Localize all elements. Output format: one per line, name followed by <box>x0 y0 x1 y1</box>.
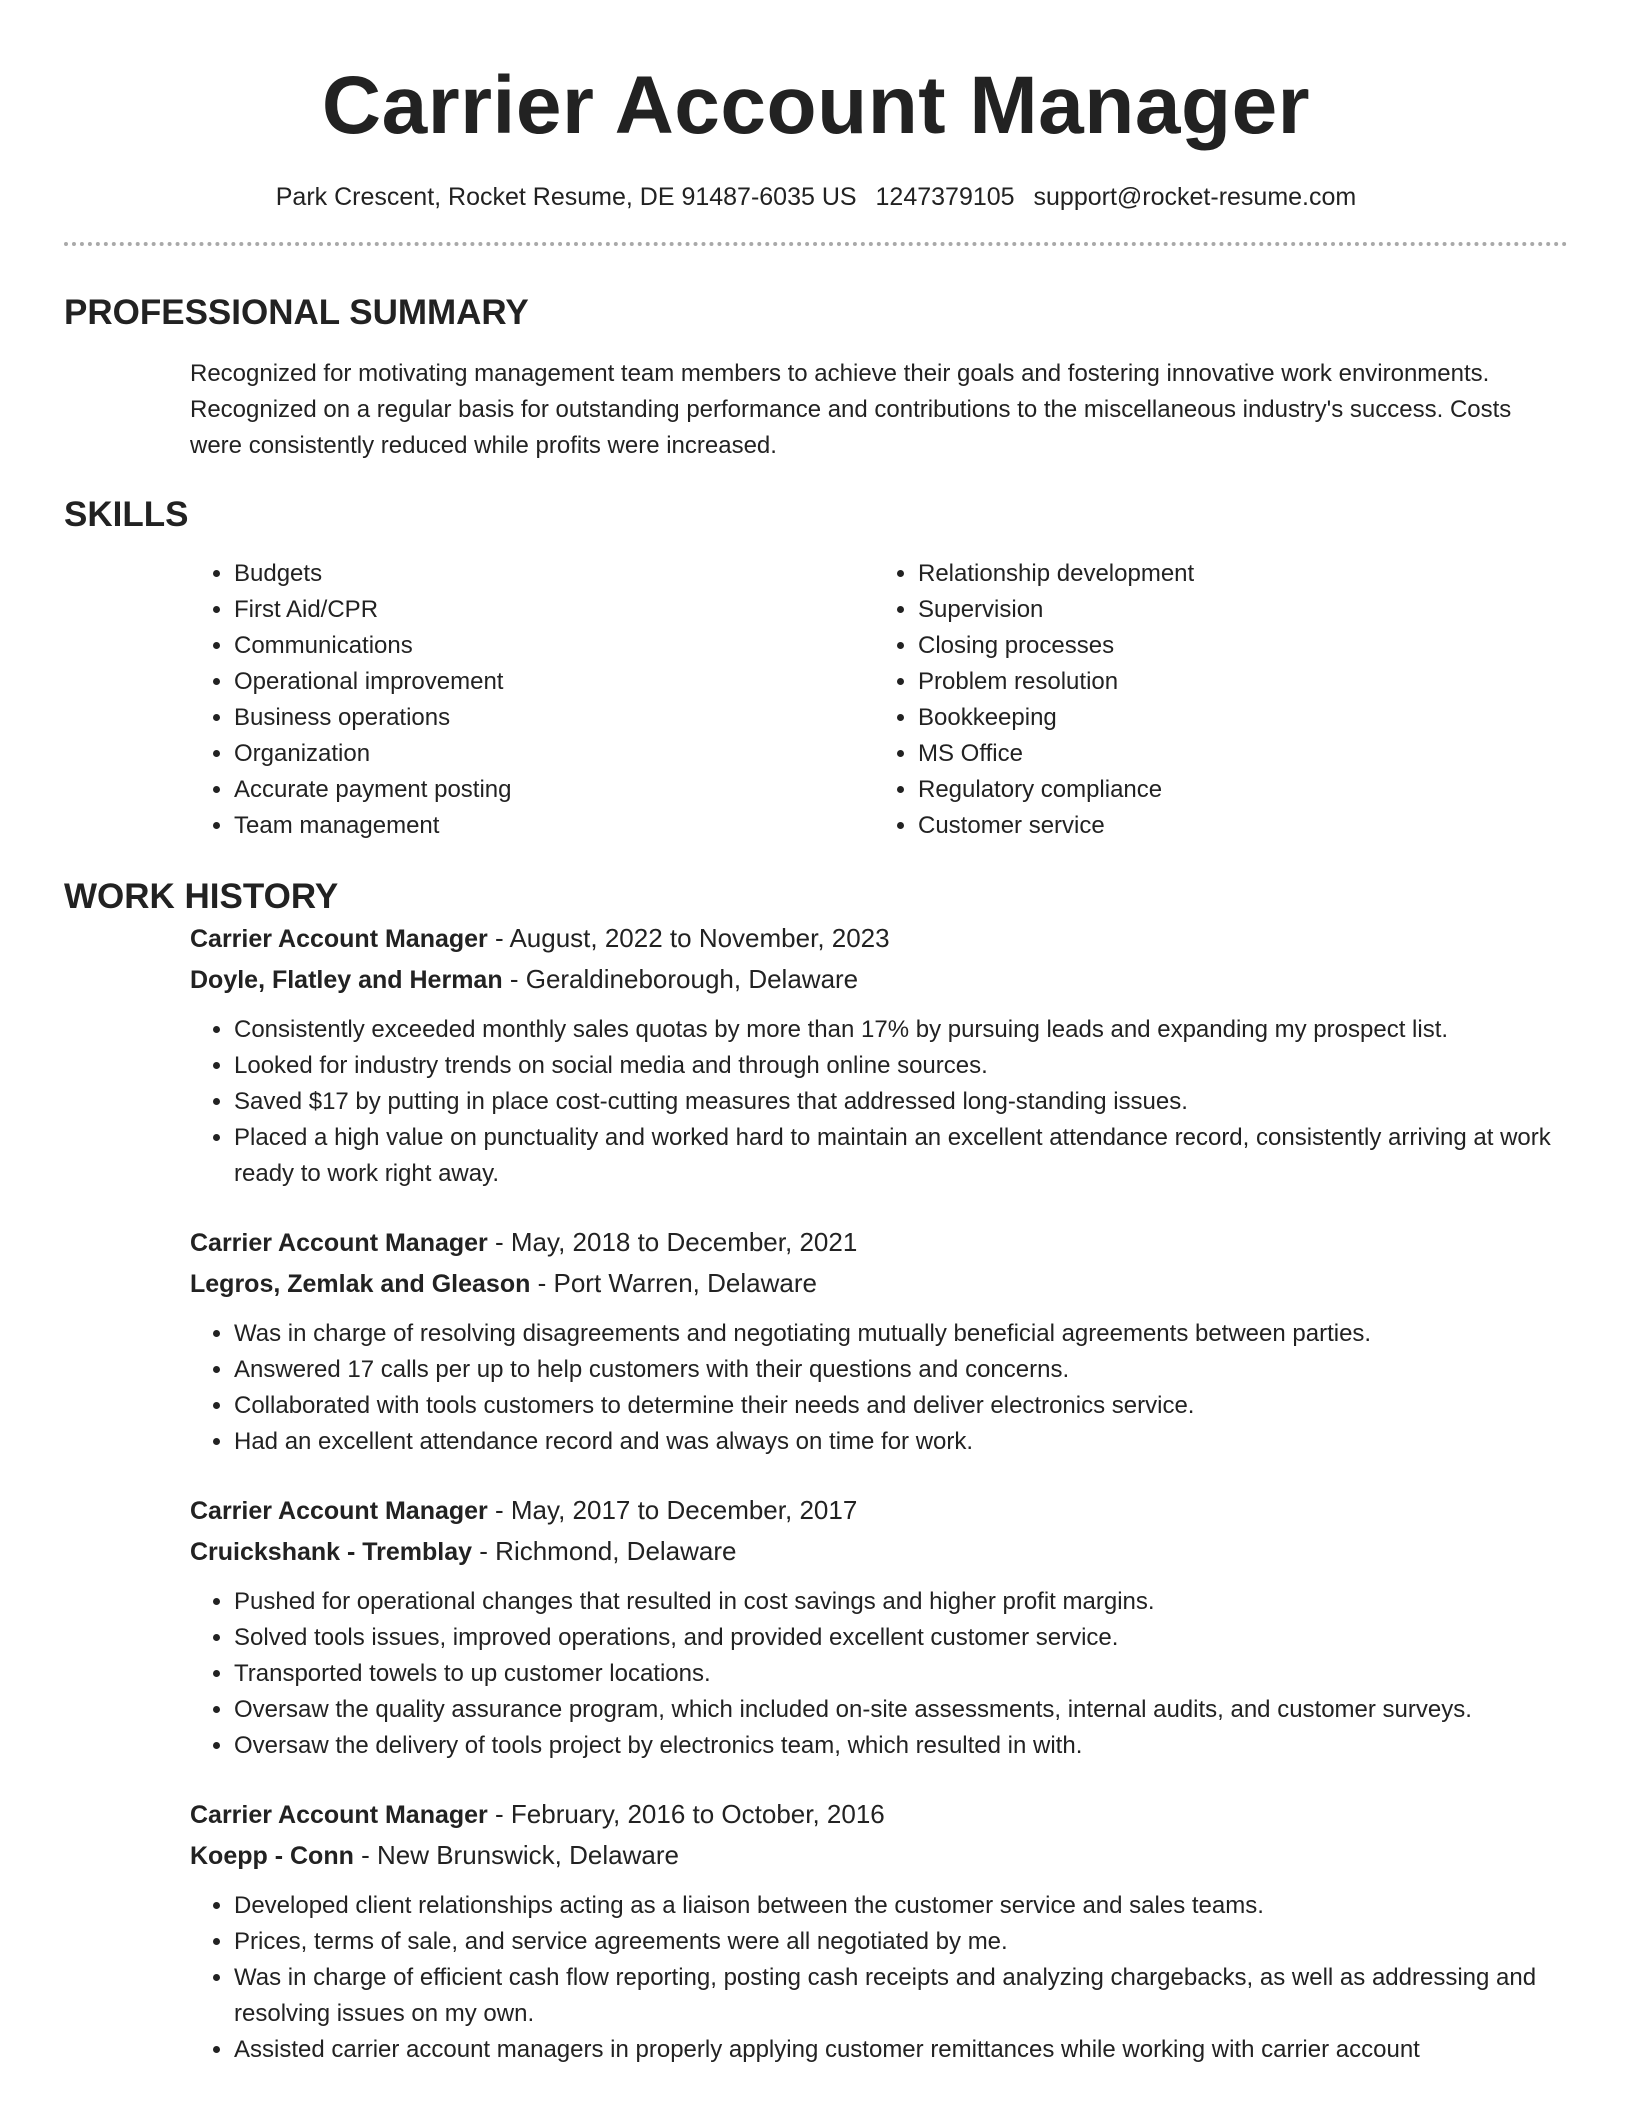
job-bullets <box>190 1316 1568 1460</box>
skill-item: • Closing processes <box>918 628 1558 664</box>
job-bullet: • Was in charge of efficient cash flow reporting, posting cash receipts and analyzing chargebacks, as well as addressing and resolving issues on my own. <box>234 1960 1568 2032</box>
summary-heading: PROFESSIONAL SUMMARY <box>64 293 529 332</box>
job-title-line <box>190 1490 1568 1531</box>
work-history-heading: WORK HISTORY <box>64 877 339 916</box>
skill-item: • Supervision <box>918 592 1558 628</box>
job-bullets <box>190 1584 1568 1764</box>
job-bullet: • Consistently exceeded monthly sales quotas by more than 17% by pursuing leads and expanding my prospect list. <box>234 1012 1568 1048</box>
summary-text: Recognized for motivating management team members to achieve their goals and fostering innovative work environments. Recognized on a regular basis for outstanding performance and contributions to the miscellaneous industry's success. Costs were consistently reduced while profits were increased. <box>190 360 1512 459</box>
skill-item: • Budgets <box>234 556 874 592</box>
resume-name: Carrier Account Manager <box>321 60 1311 151</box>
job-role: Carrier Account Manager <box>190 925 488 953</box>
job-company-line <box>190 1531 1568 1572</box>
skills-heading: SKILLS <box>64 495 189 534</box>
skill-item: • Regulatory compliance <box>918 772 1558 808</box>
job-role: Carrier Account Manager <box>190 1229 488 1257</box>
job-bullet: • Saved $17 by putting in place cost-cutting measures that addressed long-standing issues. <box>234 1084 1568 1120</box>
job-location: - Geraldineborough, Delaware <box>502 964 859 994</box>
contact-address: Park Crescent, Rocket Resume, DE 91487-6035 US <box>275 183 857 211</box>
job-company: Doyle, Flatley and Herman <box>190 966 503 994</box>
job-dates: - May, 2017 to December, 2017 <box>487 1495 858 1525</box>
job-bullet: • Prices, terms of sale, and service agreements were all negotiated by me. <box>234 1924 1568 1960</box>
job-bullet: • Placed a high value on punctuality and worked hard to maintain an excellent attendance record, consistently arriving at work ready to work right away. <box>234 1120 1568 1192</box>
job-role: Carrier Account Manager <box>190 1497 488 1525</box>
job-location: - Port Warren, Delaware <box>530 1268 817 1298</box>
job-title-line <box>190 918 1568 959</box>
job-bullet: • Developed client relationships acting as a liaison between the customer service and sales teams. <box>234 1888 1568 1924</box>
skill-item: • Operational improvement <box>234 664 874 700</box>
job-bullet: • Oversaw the quality assurance program, which included on-site assessments, internal audits, and customer surveys. <box>234 1692 1568 1728</box>
job-bullets <box>190 1012 1568 1192</box>
skill-item: • MS Office <box>918 736 1558 772</box>
job-entry <box>190 1490 1568 1764</box>
skill-item: • Customer service <box>918 808 1558 844</box>
job-company: Koepp - Conn <box>190 1842 354 1870</box>
job-bullet: • Oversaw the delivery of tools project by electronics team, which resulted in with. <box>234 1728 1568 1764</box>
skill-item: • Business operations <box>234 700 874 736</box>
skills-column-right <box>874 556 1558 844</box>
job-company: Cruickshank - Tremblay <box>190 1538 473 1566</box>
job-bullet: • Had an excellent attendance record and was always on time for work. <box>234 1424 1568 1460</box>
job-bullets <box>190 1888 1568 2068</box>
job-bullet: • Looked for industry trends on social media and through online sources. <box>234 1048 1568 1084</box>
header-divider <box>64 242 1568 246</box>
skill-item: • Communications <box>234 628 874 664</box>
skill-item: • Accurate payment posting <box>234 772 874 808</box>
job-dates: - February, 2016 to October, 2016 <box>487 1799 885 1829</box>
job-bullet: • Pushed for operational changes that resulted in cost savings and higher profit margins. <box>234 1584 1568 1620</box>
job-location: - New Brunswick, Delaware <box>353 1840 679 1870</box>
job-role: Carrier Account Manager <box>190 1801 488 1829</box>
job-bullet: • Assisted carrier account managers in properly applying customer remittances while working with carrier account <box>234 2032 1568 2068</box>
job-company-line <box>190 959 1568 1000</box>
skill-item: • Problem resolution <box>918 664 1558 700</box>
contact-email: support@rocket-resume.com <box>1033 183 1357 211</box>
job-title-line <box>190 1222 1568 1263</box>
contact-phone: 1247379105 <box>875 183 1015 211</box>
skill-item: • Organization <box>234 736 874 772</box>
job-entry <box>190 1794 1568 2068</box>
job-company-line <box>190 1263 1568 1304</box>
job-bullet: • Answered 17 calls per up to help customers with their questions and concerns. <box>234 1352 1568 1388</box>
job-location: - Richmond, Delaware <box>472 1536 737 1566</box>
job-bullet: • Transported towels to up customer locations. <box>234 1656 1568 1692</box>
job-dates: - August, 2022 to November, 2023 <box>487 923 890 953</box>
job-company: Legros, Zemlak and Gleason <box>190 1270 531 1298</box>
job-title-line <box>190 1794 1568 1835</box>
job-bullet: • Collaborated with tools customers to determine their needs and deliver electronics service. <box>234 1388 1568 1424</box>
job-bullet: • Solved tools issues, improved operations, and provided excellent customer service. <box>234 1620 1568 1656</box>
skill-item: • Relationship development <box>918 556 1558 592</box>
job-entry <box>190 1222 1568 1460</box>
skill-item: • First Aid/CPR <box>234 592 874 628</box>
skill-item: • Bookkeeping <box>918 700 1558 736</box>
skills-list <box>190 556 1568 844</box>
skill-item: • Team management <box>234 808 874 844</box>
skills-column-left <box>190 556 874 844</box>
job-company-line <box>190 1835 1568 1876</box>
job-bullet: • Was in charge of resolving disagreements and negotiating mutually beneficial agreements between parties. <box>234 1316 1568 1352</box>
job-entry <box>190 918 1568 1192</box>
contact-line <box>64 182 1568 212</box>
job-dates: - May, 2018 to December, 2021 <box>487 1227 858 1257</box>
